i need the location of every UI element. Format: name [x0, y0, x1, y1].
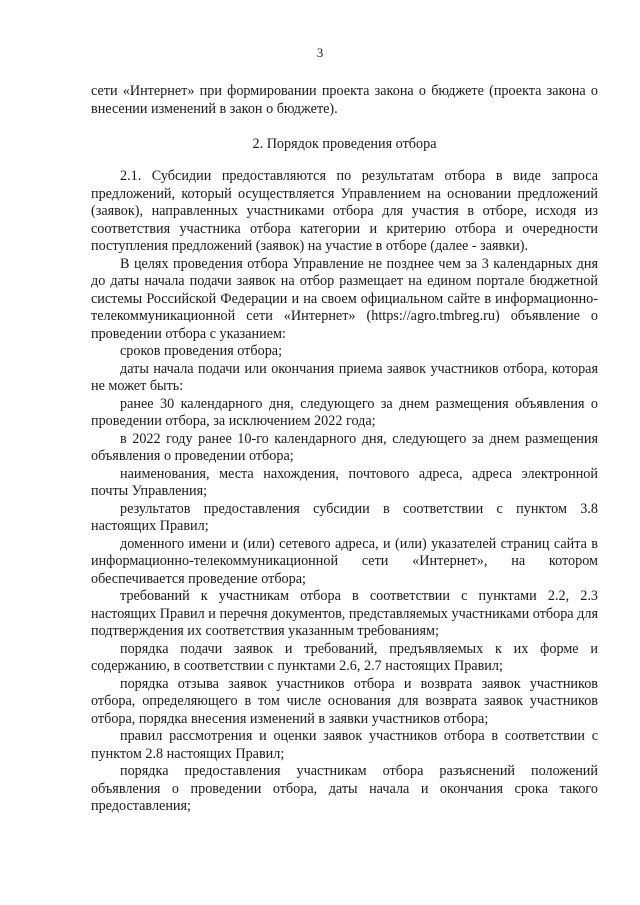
section-heading: 2. Порядок проведения отбора: [252, 136, 437, 152]
intro-paragraph: сети «Интернет» при формировании проекта закона о бюджете (проекта закона о внесении изменений в закон о бюджете).: [91, 83, 598, 117]
list-item-evaluation: правил рассмотрения и оценки заявок участников отбора в соответствии с пунктом 2.8 настоящих Правил;: [91, 728, 598, 762]
page-number: 3: [316, 45, 324, 60]
list-item-clarifications: порядка предоставления участникам отбора разъяснений положений объявления о проведении отбора, даты начала и окончания срока такого предоставления;: [91, 763, 598, 814]
paragraph-announcement: В целях проведения отбора Управление не позднее чем за 3 календарных дня до даты начала подачи заявок на отбор размещает на едином портале бюджетной системы Российской Федерации и на своем официальном сайте в информационно-телекоммуникационной сети «Интернет» (https://agro.tmbreg.ru) объявление о проведении отбора с указанием:: [91, 255, 598, 342]
list-item-domain: доменного имени и (или) сетевого адреса, и (или) указателей страниц сайта в информационно-телекоммуникационной сети «Интернет», на котором обеспечивается проведение отбора;: [91, 535, 598, 587]
list-item-dates: даты начала подачи или окончания приема заявок участников отбора, которая не может быть:: [91, 360, 598, 394]
list-item-withdrawal: порядка отзыва заявок участников отбора и возврата заявок участников отбора, определяющего в том числе основания для возврата заявок участников отбора, порядка внесения изменений в заявки участников отбора;: [91, 675, 598, 727]
list-item-30-days: ранее 30 календарного дня, следующего за днем размещения объявления о проведении отбора, за исключением 2022 года;: [91, 395, 598, 429]
section-body: [91, 168, 598, 816]
paragraph-2-1: 2.1. Субсидии предоставляются по результатам отбора в виде запроса предложений, который осуществляется Управлением на основании предложений (заявок), направленных участниками отбора для участия в отборе, исходя из соответствия участника отбора категории и критерию отбора и очередности поступления предложений (заявок) на участие в отборе (далее - заявки).: [91, 168, 598, 254]
list-item-submission: порядка подачи заявок и требований, предъявляемых к их форме и содержанию, в соответствии с пунктами 2.6, 2.7 настоящих Правил;: [91, 640, 598, 674]
list-item-contacts: наименования, места нахождения, почтового адреса, адреса электронной почты Управления;: [91, 465, 598, 499]
list-item-results: результатов предоставления субсидии в соответствии с пунктом 3.8 настоящих Правил;: [91, 500, 598, 534]
list-item-requirements: требований к участникам отбора в соответствии с пунктами 2.2, 2.3 настоящих Правил и перечня документов, представляемых участниками отбора для подтверждения их соответствия указанным требованиям;: [91, 588, 598, 639]
list-item-2022: в 2022 году ранее 10-го календарного дня, следующего за днем размещения объявления о проведении отбора;: [91, 430, 598, 464]
list-item-terms: сроков проведения отбора;: [120, 343, 283, 359]
intro-continuation: [91, 83, 598, 118]
